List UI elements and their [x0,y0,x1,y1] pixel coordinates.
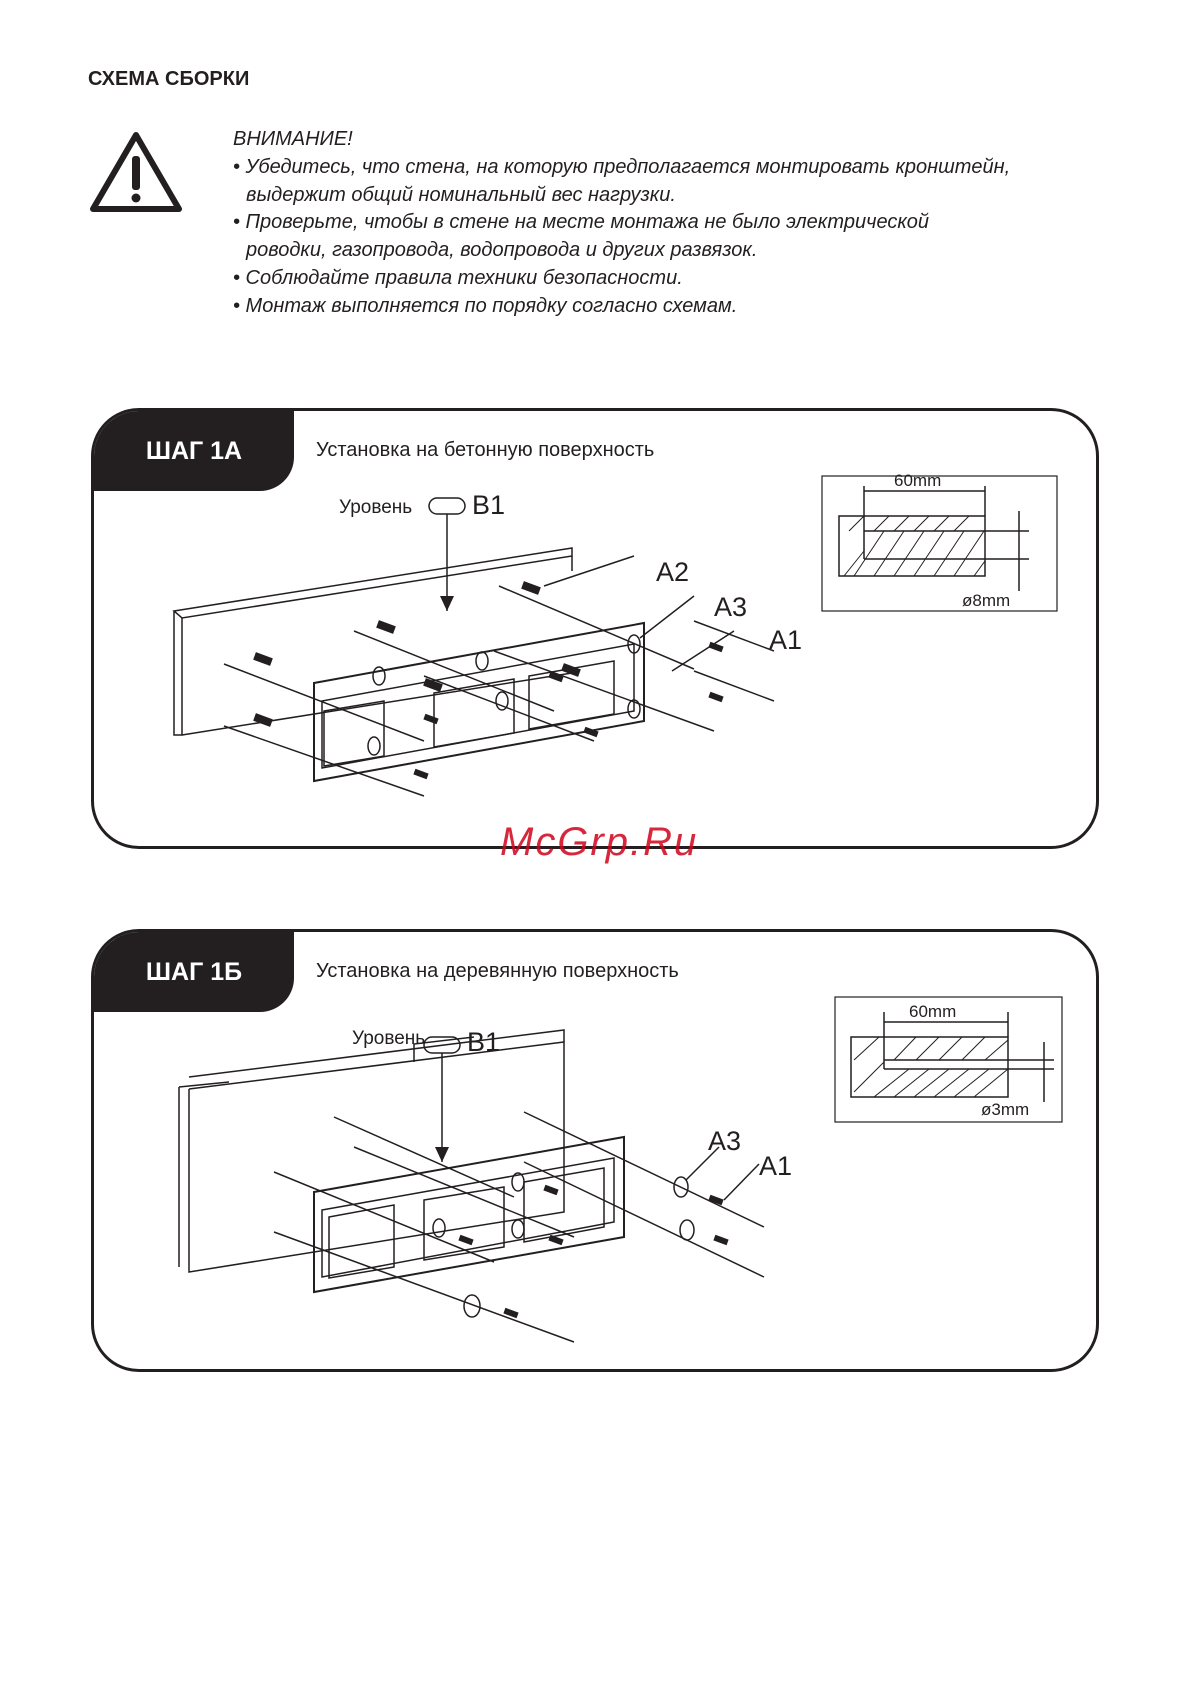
part-a2-label: A2 [656,557,690,587]
page-title: СХЕМА СБОРКИ [88,68,250,90]
step-1a-panel [91,408,1099,849]
warning-line: • Проверьте, чтобы в стене на месте монтажа не было электрической [233,211,930,234]
warning-text [233,126,1010,321]
part-a3-label: A3 [708,1126,742,1156]
depth-label: 60mm [894,471,942,490]
warning-line: выдержит общий номинальный вес нагрузки. [246,183,676,206]
part-b1-label: B1 [472,490,506,520]
diameter-label: ø8mm [962,591,1011,610]
step-1b-title: Установка на деревянную поверхность [316,960,679,982]
concrete-mount-illustration [94,411,1099,849]
depth-label: 60mm [909,1002,957,1021]
watermark: McGrp.Ru [500,820,699,864]
warning-line: • Соблюдайте правила техники безопасности. [233,266,683,289]
wood-mount-illustration [94,932,1099,1372]
level-label: Уровень [339,497,413,518]
level-label: Уровень [352,1028,426,1049]
step-1b-panel [91,929,1099,1372]
warning-heading: ВНИМАНИЕ! [233,128,353,150]
part-a1-label: A1 [759,1151,793,1181]
step-1b-tab: ШАГ 1Б [94,932,294,1012]
diameter-label: ø3mm [981,1100,1030,1119]
step-1a-title: Установка на бетонную поверхность [316,439,655,461]
part-b1-label: B1 [467,1027,501,1057]
warning-icon [88,130,184,214]
warning-line: роводки, газопровода, водопровода и других развязок. [246,239,758,262]
warning-line: • Убедитесь, что стена, на которую предполагается монтировать кронштейн, [233,155,1011,178]
step-1a-tab: ШАГ 1А [94,411,294,491]
warning-line: • Монтаж выполняется по порядку согласно схемам. [233,294,738,317]
part-a1-label: A1 [769,625,803,655]
part-a3-label: A3 [714,592,748,622]
